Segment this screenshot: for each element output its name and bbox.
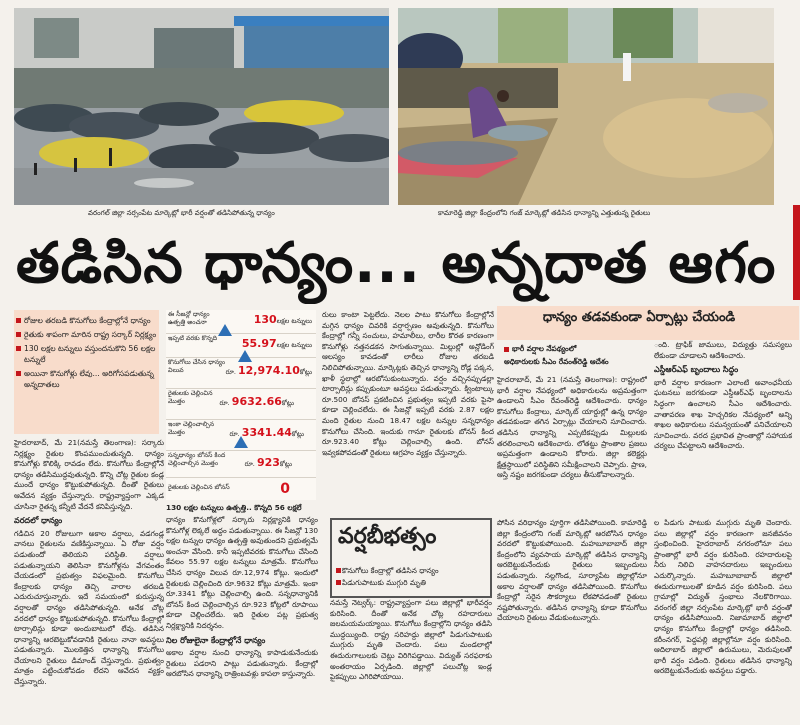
highlight-item: రైతుకు శాపంగా మారిన రాష్ట్ర సర్కార్ నిర్లక్ష్యం — [24, 329, 159, 340]
photo-kamareddy-market — [398, 8, 774, 205]
stat-label: కొనుగోలు చేసిన ధాన్యం విలువ — [168, 359, 226, 374]
right-bullet: భారీ వర్షాల నేపథ్యంలో — [512, 344, 577, 353]
mid-bottom-paragraph: అకాల వర్షాల నుంచి ధాన్యాన్ని కాపాడుకునేందుకు రైతులు పడరాని పాట్లు పడుతున్నారు. కేంద్రాల్లో ఆరబోసిన ధాన్యాన్ని రాత్రింబవళ్లు కాపలా కాస్తున్నారు. — [166, 648, 318, 679]
stat-triangle-icon — [218, 324, 232, 336]
bullet-icon — [336, 580, 341, 585]
dateline-paragraph: హైదరాబాద్, మే 21(నమస్తే తెలంగాణ): సర్కారు నిర్లక్ష్యం రైతుల కొంపముంచుతున్నది. ధాన్యం కొనుగోళ్లు కొలిక్కి రావడం లేదు. కొనుగోలు కేంద్రాల్లోనే ధాన్యం తడిసిముద్దవుతున్నది. కొన్ని చోట్ల రైతుల కండ్ల ముందే ధాన్యం కొట్టుకుపోతున్నది. దీంతో రైతులు ఆవేదన వ్యక్తం చేస్తున్నారు. రాష్ట్రవ్యాప్తంగా ఎక్కడ చూసినా రైతన్న కన్నీటి వేదనే కనిపిస్తున్నది. — [14, 438, 164, 511]
right-panel-title: ధాన్యం తడవకుండా ఏర్పాట్లు చేయండి — [542, 310, 736, 325]
rain-havoc-line: పిడుగుపాటుకు ముగ్గురి మృతి — [342, 578, 426, 587]
stat-label: ఇంకా చెల్లించాల్సిన మొత్తం — [168, 421, 215, 436]
stat-bonus-due — [166, 451, 316, 478]
stat-triangle-icon — [238, 350, 252, 362]
right-col2-body: భారీ వర్షాల కారణంగా ఎలాంటి అవాంఛనీయ ఘటనలు జరగకుండా ఎస్డీఆర్ఎఫ్ బృందాలను సిద్ధంగా ఉంచాలని సీఎం ఆదేశించారు. వాతావరణ శాఖ హెచ్చరికల నేపథ్యంలో అన్ని శాఖల అధికారులు సమన్వయంతో పనిచేయాలని సూచించారు. వరద ప్రభావిత ప్రాంతాల్లో సహాయక చర్యలు చేపట్టాలని ఆదేశించారు. — [654, 377, 792, 451]
stat-value: రూ. 3341.44కోట్లు — [229, 426, 304, 439]
bullet-icon — [504, 347, 509, 352]
highlight-item: 130 లక్షల టన్నులు వస్తుందనుకొని 56 లక్షల టన్నులే — [24, 343, 159, 365]
stat-value: 130లక్షల టన్నులు — [253, 313, 312, 326]
bullet-icon — [336, 568, 341, 573]
stat-label: సన్నధాన్యం బోనస్ కింద చెల్లించాల్సిన మొత్తం — [168, 452, 226, 467]
center-column-lower: పోసిన వరిధాన్యం పూర్తిగా తడిసిపోయింది. కామారెడ్డి జిల్లా కేంద్రంలోని గంజ్ మార్కెట్లో ఆరబోసిన ధాన్యం వరదలో కొట్టుకుపోయింది. మహబూబాబాద్ జిల్లా కేంద్రంలోని వ్యవసాయ మార్కెట్లో తడిసిన ధాన్యాన్ని ఆరబెట్టుకునేందుకు రైతులు ఇబ్బందులు పడుతున్నారు. నల్లగొండ, సూర్యాపేట జిల్లాల్లోనూ అకాల వర్షాలతో ధాన్యం తడిసిపోయింది. కొనుగోలు కేంద్రాల్లో సరైన సౌకర్యాలు లేకపోవడంతో రైతులు నష్టపోతున్నారు. తడిసిన ధాన్యాన్ని కూడా కొనుగోలు చేయాలని రైతులు వేడుకుంటున్నారు. — [497, 518, 647, 623]
edge-accent — [793, 205, 800, 300]
left-body: గడిచిన 20 రోజులుగా అకాల వర్షాలు, వడగండ్ల వానలు రైతులను వణికిస్తున్నాయి. ఏ రోజు వర్షం పడుతుందో తెలియని పరిస్థితి. వర్షాలు పడుతున్నాయని తెలిసినా కొనుగోళ్లను వేగవంతం చేయడంలో ప్రభుత్వం విఫలమైంది. కొనుగోలు కేంద్రాలకు ధాన్యం తెచ్చి వారాల తరబడి ఎదురుచూస్తున్నారు. ఇదే సమయంలో కురుస్తున్న వర్షాలతో ధాన్యం తడిసిపోతున్నది. అనేక చోట్ల వరదలో ధాన్యం కొట్టుకుపోతున్నది. కొనుగోలు కేంద్రాల్లో టార్పాలిన్లు కూడా అందుబాటులో లేవు. తడిసిన ధాన్యాన్ని ఆరబెట్టుకోవడానికి రైతులు నానా అవస్థలు పడుతున్నారు. మొలకెత్తిన ధాన్యాన్ని కొనుగోలు చేయాలని రైతులు డిమాండ్ చేస్తున్నారు. ప్రభుత్వం మాత్రం పట్టించుకోవడం లేదని ఆవేదన వ్యక్తం చేస్తున్నారు. — [14, 528, 164, 687]
stat-label: ఈ సీజన్లో ధాన్యం ఉత్పత్తి అంచనా — [168, 311, 210, 326]
stat-production — [166, 310, 316, 334]
stat-value: రూ. 12,974.10కోట్లు — [225, 364, 312, 377]
right-column-1: హైదరాబాద్, మే 21 (నమస్తే తెలంగాణ): రాష్ట్రంలో భారీ వర్షాల నేపథ్యంలో అధికారులను అప్రమత్తంగా ఉండాలని సీఎం రేవంత్‌రెడ్డి ఆదేశించారు. ధాన్యం కొనుగోలు కేంద్రాలు, మార్కెట్ యార్డుల్లో ఉన్న ధాన్యం తడవకుండా తగిన ఏర్పాట్లు చేయాలని సూచించారు. తడిసిన ధాన్యాన్ని ఎప్పటికప్పుడు మిల్లులకు తరలించాలని ఆదేశించారు. లోతట్టు ప్రాంతాల ప్రజలు అప్రమత్తంగా ఉండాలని కోరారు. జిల్లా కలెక్టర్లు క్షేత్రస్థాయిలో పరిస్థితిని సమీక్షించాలని చెప్పారు. ప్రాణ, ఆస్తి నష్టం జరగకుండా చర్యలు తీసుకోవాలన్నారు. — [497, 375, 647, 480]
right-column-2 — [654, 340, 792, 515]
right-col2-subhead: ఎస్డీఆర్ఎఫ్ బృందాలు సిద్ధం — [654, 365, 739, 375]
right-col2-top: ంది. ట్రాఫిక్ జాములు, విద్యుత్తు సమస్యలు లేకుండా చూడాలని ఆదేశించారు. — [654, 340, 792, 360]
photo-warangal-market — [14, 8, 389, 205]
stat-value: రూ. 9632.66కోట్లు — [219, 395, 294, 408]
highlights-box — [14, 310, 159, 434]
rain-havoc-box — [330, 518, 492, 598]
right-bullet-2: అధికారులకు సీఎం రేవంత్‌రెడ్డి ఆదేశం — [504, 357, 609, 366]
right-panel-header — [497, 306, 799, 340]
stat-label: రైతులకు చెల్లించిన మొత్తం — [168, 390, 213, 405]
stat-bonus-paid — [166, 478, 316, 500]
rain-havoc-line: కొనుగోలు కేంద్రాల్లో తడిసిన ధాన్యం — [342, 566, 439, 575]
stat-paid — [166, 389, 316, 420]
stats-infographic — [166, 310, 316, 500]
mid-subhead: నిల రోజులైనా కేంద్రాల్లోనే ధాన్యం — [166, 635, 266, 645]
highlight-item: అయినా కొనుగోళ్లు లేవు... అరిగోసపడుతున్న అన్నదాతలు — [24, 368, 159, 390]
highlight-item: రోజుల తరబడి కొనుగోలు కేంద్రాల్లోనే ధాన్యం — [24, 315, 159, 326]
stat-label: రైతులకు చెల్లించిన బోనస్ — [168, 484, 230, 491]
stat-triangle-icon — [234, 436, 248, 448]
rain-havoc-body: నమస్తే నెట్వర్క్: రాష్ట్రవ్యాప్తంగా పలు జిల్లాల్లో భారీవర్షం కురిసింది. దీంతో అనేక చోట్ల రహదారులు జలమయమయ్యాయి. కొనుగోలు కేంద్రాల్లోని ధాన్యం తడిసి ముద్దయ్యింది. రాష్ట్ర సరిహద్దు జిల్లాలో పిడుగుపాటుకు ముగ్గురు మృతి చెందారు. పలు మండలాల్లో ఈదురుగాలులకు చెట్లు విరిగిపడ్డాయి. విద్యుత్ సరఫరాకు అంతరాయం ఏర్పడింది. జిల్లాల్లో పలుచోట్ల ఇండ్ల పైకప్పులు ఎగిరిపోయాయి. — [330, 598, 492, 682]
right-column-3: ల పిడుగు పాటుకు ముగ్గురు మృతి చెందారు. పలు జిల్లాల్లో వర్షం కారణంగా జనజీవనం స్తంభించింది. హైదరాబాద్ నగరంలోనూ పలు ప్రాంతాల్లో భారీ వర్షం కురిసింది. రహదారులపై నీరు నిలిచి వాహనదారులు ఇబ్బందులు ఎదుర్కొన్నారు. మహబూబాబాద్ జిల్లాలో ఈదురుగాలులతో కూడిన వర్షం కురిసింది. పలు గ్రామాల్లో విద్యుత్ స్తంభాలు నేలకొరిగాయి. వరంగల్ జిల్లా నర్సంపేట మార్కెట్లో భారీ వర్షంతో ధాన్యం తడిసిపోయింది. నిజామాబాద్ జిల్లాలో ధాన్యం కొనుగోలు కేంద్రాల్లో ధాన్యం తడిసింది. కరీంనగర్, పెద్దపల్లి జిల్లాల్లోనూ వర్షం కురిసింది. ఆదిలాబాద్ జిల్లాలో ఉరుములు, మెరుపులతో భారీ వర్షం పడింది. రైతులు తడిసిన ధాన్యాన్ని ఆరబెట్టుకునేందుకు అవస్థలు పడ్డారు. — [654, 518, 792, 676]
mid-top-paragraph: ధాన్యం కొనుగోళ్లలో సర్కారు నిర్లక్ష్యానికి ధాన్యం కొనుగోళ్ల లెక్కలే అద్దం పడుతున్నాయి. ఈ సీజన్లో 130 లక్షల టన్నుల ధాన్యం ఉత్పత్తి అవుతుందని ప్రభుత్వమే అంచనా వేసింది. కానీ ఇప్పటివరకు కొనుగోలు చేసింది కేవలం 55.97 లక్షల టన్నులు మాత్రమే. కొనుగోలు చేసిన ధాన్యం విలువ రూ.12,974 కోట్లు. ఇందులో రైతులకు చెల్లించింది రూ.9632 కోట్లు మాత్రమే. ఇంకా రూ.3341 కోట్లు చెల్లించాల్సి ఉంది. సన్నధాన్యానికి బోనస్ కింద చెల్లించాల్సిన రూ.923 కోట్లలో రూపాయి కూడా చెల్లించలేదు. ఇది రైతుల పట్ల ప్రభుత్వ నిర్లక్ష్యానికి నిదర్శనం. — [166, 515, 318, 630]
caption-left-photo: వరంగల్ జిల్లా నర్సంపేట మార్కెట్లో భారీ వర్షంతో తడిసిపోతున్న ధాన్యం — [88, 209, 275, 217]
stat-value-total — [166, 358, 316, 389]
stat-value: రూ. 923కోట్లు — [244, 456, 292, 469]
stats-note: 130 లక్షల టన్నులు ఉత్పత్తి.. కొన్నది 56 లక్షలే — [166, 503, 302, 512]
headline: తడిసిన ధాన్యం... అన్నదాత ఆగం — [16, 231, 777, 296]
center-column-top: రులు కాంటా పెట్టలేదు. నెలల పాటు కొనుగోలు కేంద్రాల్లోనే మగ్గిన ధాన్యం చివరికి వర్షార్పణం అవుతున్నది. కొనుగోలు కేంద్రాల్లో గన్నీ సంచులు, హమాలీలు, లారీల కొరత కారణంగా కొనుగోళ్లు నత్తనడకన సాగుతున్నాయి. మిల్లుల్లో అన్లోడింగ్ ఆలస్యం కావడంతో లారీలు రోజుల తరబడి నిలిచిపోతున్నాయి. మార్కెట్లకు తెచ్చిన ధాన్యాన్ని రోడ్ల పక్కన, ఖాళీ స్థలాల్లో ఆరబోసుకుంటున్నారు. వర్షం వచ్చినప్పుడల్లా టార్పాలిన్లు కప్పుకుంటూ అవస్థలు పడుతున్నారు. క్వింటాల్కు రూ.500 బోనస్ ప్రకటించిన ప్రభుత్వం ఇప్పటి వరకు పైసా కూడా చెల్లించలేదు. ఈ సీజన్లో ఇప్పటి వరకు 2.87 లక్షల మంది రైతుల నుంచి 18.47 లక్షల టన్నుల సన్నధాన్యం కొనుగోలు చేసింది. ఇందుకు గానూ రైతులకు బోనస్ కింద రూ.923.40 కోట్లు చెల్లించాల్సి ఉంది. బోనస్ ఇవ్వకపోవడంతో రైతులు ఆగ్రహం వ్యక్తం చేస్తున్నారు. — [322, 310, 494, 457]
mid-column — [166, 515, 318, 723]
left-column — [14, 438, 164, 723]
stat-value: 55.97లక్షల టన్నులు — [241, 337, 312, 350]
rain-havoc-title: వర్షబీభత్సం — [338, 524, 437, 549]
stat-value: 0 — [280, 481, 290, 497]
left-subhead: వరదలో ధాన్యం — [14, 516, 63, 526]
caption-right-photo: కామారెడ్డి జిల్లా కేంద్రంలోని గంజ్ మార్కెట్లో తడిసిన ధాన్యాన్ని ఎత్తుతున్న రైతులు — [438, 209, 651, 217]
stat-label: ఇప్పటి వరకు కొన్నది — [168, 335, 218, 342]
